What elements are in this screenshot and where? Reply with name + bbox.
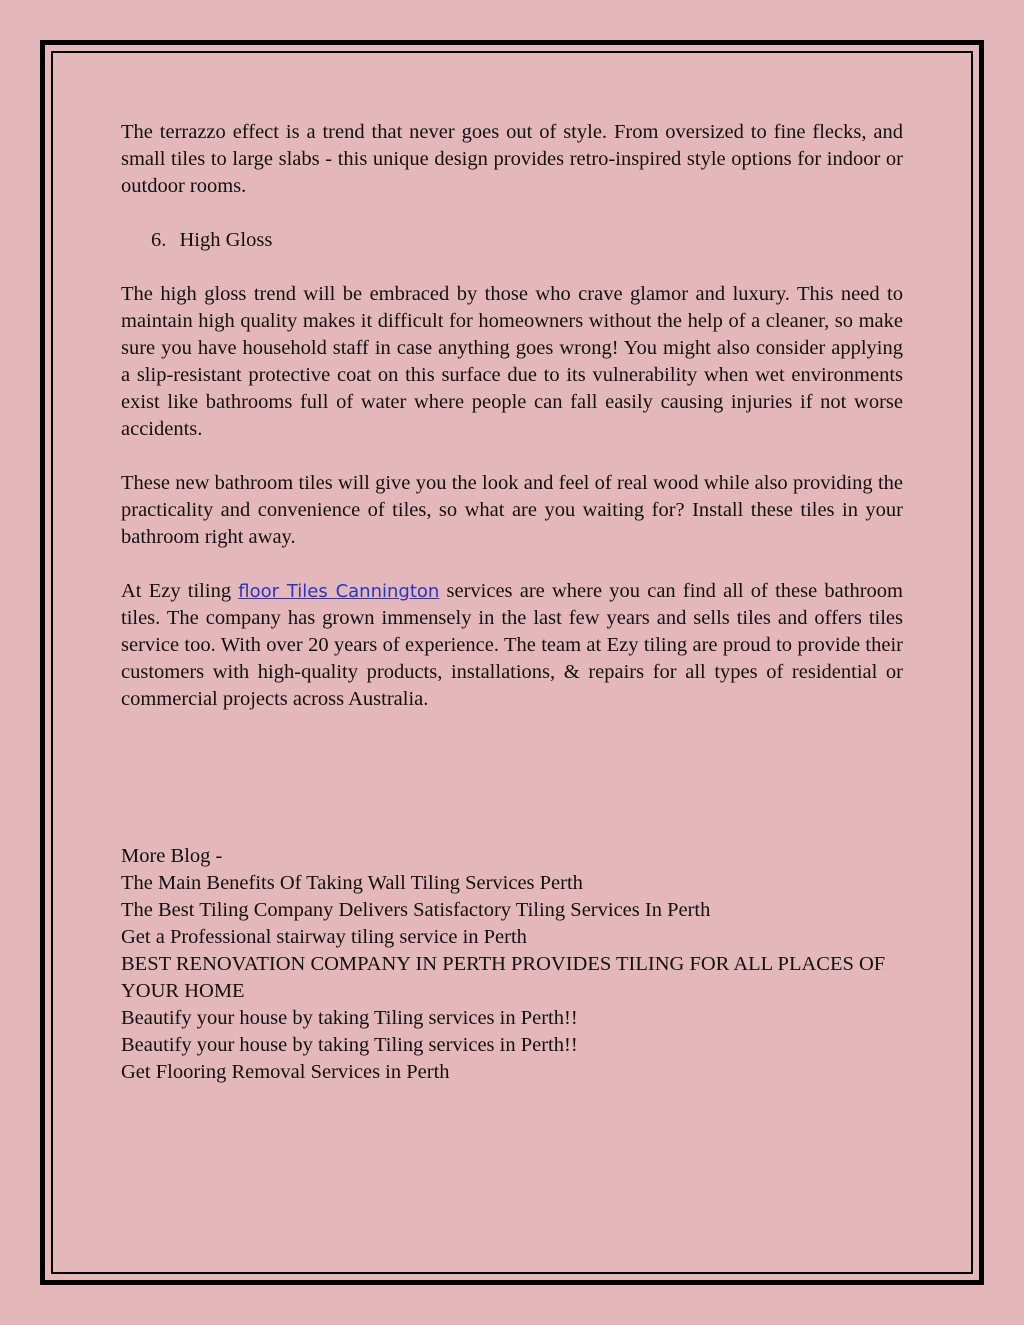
more-blog-link[interactable]: BEST RENOVATION COMPANY IN PERTH PROVIDES TILING FOR ALL PLACES OF YOUR HOME <box>121 953 886 1002</box>
paragraph-new-tiles: These new bathroom tiles will give you the look and feel of real wood while also providing the practicality and convenience of tiles, so what are you waiting for? Install these tiles in your bathroom right away. <box>121 472 903 548</box>
heading-number: 6. <box>151 229 167 251</box>
more-blog-link[interactable]: The Main Benefits Of Taking Wall Tiling Services Perth <box>121 872 583 894</box>
document-body <box>121 119 903 1086</box>
more-blog-link[interactable]: Beautify your house by taking Tiling services in Perth!! <box>121 1007 578 1029</box>
ezy-text-before: At Ezy tiling <box>121 580 239 602</box>
more-blog-link[interactable]: Get a Professional stairway tiling service in Perth <box>121 926 527 948</box>
section-heading-high-gloss <box>121 227 903 254</box>
paragraph-terrazzo: The terrazzo effect is a trend that never goes out of style. From oversized to fine flecks, and small tiles to large slabs - this unique design provides retro-inspired style options for indoor or outdoor rooms. <box>121 121 903 197</box>
paragraph-high-gloss: The high gloss trend will be embraced by those who crave glamor and luxury. This need to maintain high quality makes it difficult for homeowners without the help of a cleaner, so make sure you have household staff in case anything goes wrong! You might also consider applying a slip-resistant protective coat on this surface due to its vulnerability when wet environments exist like bathrooms full of water where people can fall easily causing injuries if not worse accidents. <box>121 283 903 440</box>
more-blog-title: More Blog - <box>121 845 223 867</box>
more-blog-link[interactable]: The Best Tiling Company Delivers Satisfactory Tiling Services In Perth <box>121 899 711 921</box>
floor-tiles-cannington-link[interactable]: floor Tiles Cannington <box>238 581 440 602</box>
heading-text: High Gloss <box>179 229 273 251</box>
more-blog-link[interactable]: Get Flooring Removal Services in Perth <box>121 1061 450 1083</box>
ezy-text-after: services are where you can find all of these bathroom tiles. The company has grown immensely in the last few years and sells tiles and offers tiles service too. With over 20 years of experience. The team at Ezy tiling are proud to provide their customers with high-quality products, installations, & repairs for all types of residential or commercial projects across Australia. <box>121 580 903 710</box>
more-blog-link[interactable]: Beautify your house by taking Tiling services in Perth!! <box>121 1034 578 1056</box>
more-blog-section <box>121 843 903 1086</box>
paragraph-ezy-tiling <box>121 578 903 713</box>
